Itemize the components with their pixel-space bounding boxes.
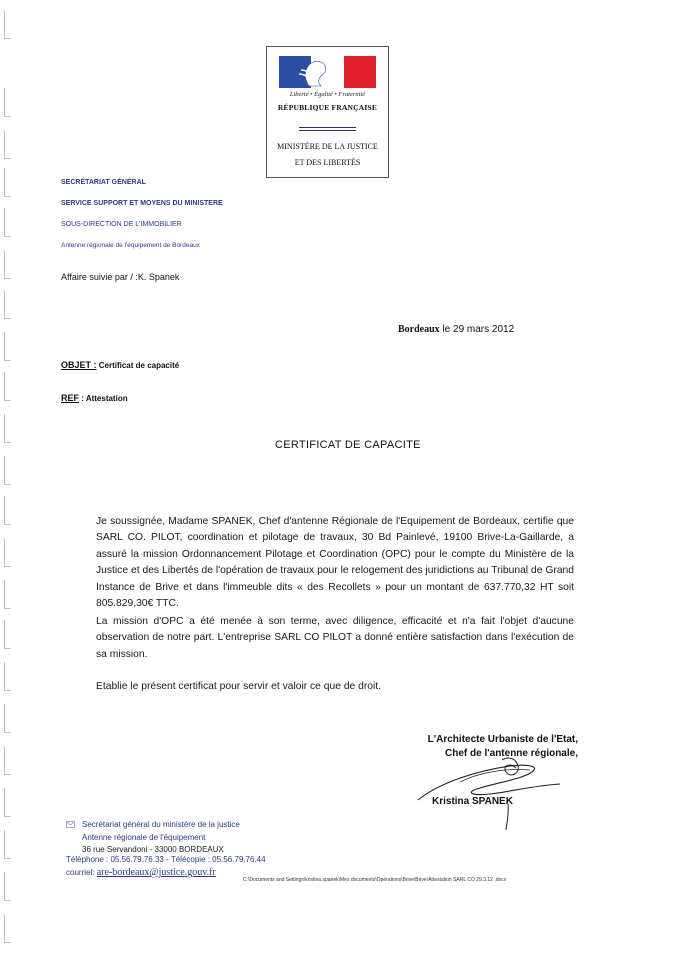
ref-value: : Attestation: [79, 394, 128, 403]
signatory-title: L'Architecte Urbaniste de l'Etat,: [427, 734, 578, 745]
logo-ministry-line2: ET DES LIBERTÉS: [294, 158, 361, 167]
footer-phone: Téléphone : 05.56.79.76.33 - Télécopie : 05.56.79.76.44: [66, 855, 266, 864]
logo-motto: Liberté • Égalité • Fraternité: [289, 91, 366, 98]
binder-marks: [4, 0, 14, 954]
objet-value: Certificat de capacité: [96, 361, 180, 370]
file-path: C:\Documents and Settings\kristina.spanek\Mes documents\Opérations\Brive\Brive\Attestation SARL CO 29.3.12 .docx: [243, 877, 507, 883]
handwritten-signature-icon: [410, 742, 580, 837]
signatory-role: Chef de l'antenne régionale,: [445, 748, 578, 759]
logo-ministry-line1: MINISTÈRE DE LA JUSTICE: [277, 142, 378, 151]
signatory-name: Kristina SPANEK: [432, 796, 513, 807]
date-city: Bordeaux: [398, 324, 440, 335]
marianne-flag-icon: [279, 56, 376, 88]
footer-address: 36 rue Servandoni - 33000 BORDEAUX: [82, 845, 224, 854]
logo-divider: [299, 130, 356, 131]
document-title: CERTIFICAT DE CAPACITE: [275, 439, 421, 451]
footer-email-label: courriel:: [66, 868, 97, 877]
footer-email-line: [66, 867, 216, 878]
footer-email-link[interactable]: are-bordeaux@justice.gouv.fr: [96, 867, 216, 878]
ministry-logo: [266, 46, 389, 178]
date-line: [398, 324, 514, 335]
logo-divider: [299, 127, 356, 128]
affaire-suivie: Affaire suivie par / :K. Spanek: [61, 272, 180, 282]
objet-label: OBJET :: [61, 360, 97, 370]
ref-label: REF: [61, 393, 79, 403]
ref-line: [61, 393, 128, 403]
envelope-icon: [66, 821, 75, 828]
header-subdirection: SOUS-DIRECTION DE L'IMMOBILIER: [61, 221, 182, 228]
header-service: SERVICE SUPPORT ET MOYENS DU MINISTERE: [61, 200, 223, 207]
body-paragraph-3: Etablie le présent certificat pour servir et valoir ce que de droit.: [96, 681, 382, 692]
objet-line: [61, 360, 179, 370]
header-antenne: Antenne régionale de l'équipement de Bordeaux: [61, 242, 200, 249]
header-secretariat: SECRÉTARIAT GÉNÉRAL: [61, 179, 146, 186]
body-paragraph-1: Je soussignée, Madame SPANEK, Chef d'antenne Régionale de l'Equipement de Bordeaux, certifie que SARL CO. PILOT, coordination et pilotage de travaux, 30 Bd Painlevé, 19100 Brive-La-Gaillarde, a assuré la mission Ordonnancement Pilotage et Coordination (OPC) pour le compte du Ministère de la Justice et des Libertés de l'opération de travaux pour le relogement des juridictions au Tribunal de Grand Instance de Brive et dans l'immeuble dits « des Recollets » pour un montant de 637.770,32 HT soit 805.829,30€ TTC.: [96, 516, 574, 610]
footer-secretariat: Secrétariat général du ministère de la justice: [82, 820, 240, 829]
logo-republic: RÉPUBLIQUE FRANÇAISE: [277, 103, 378, 112]
body-paragraph-2: La mission d'OPC a été menée à son terme, avec diligence, efficacité et n'a fait l'objet d'aucune observation de notre part. L'entreprise SARL CO PILOT a donné entière satisfaction dans l'exécution de sa mission.: [96, 616, 574, 660]
footer-antenne: Antenne régionale de l'équipement: [82, 833, 206, 842]
date-value: le 29 mars 2012: [439, 324, 515, 335]
